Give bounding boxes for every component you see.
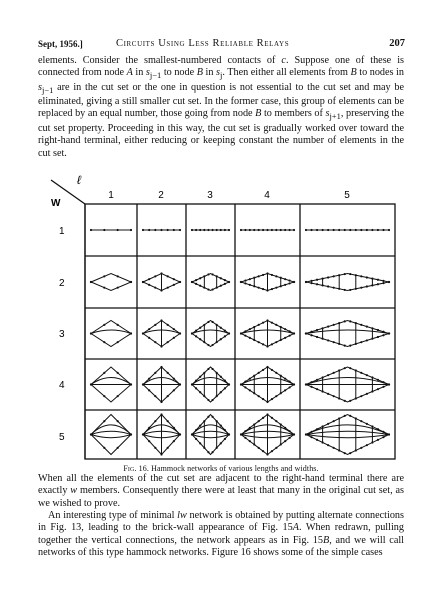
network-r3-c2 bbox=[142, 319, 181, 347]
row-label-3: 3 bbox=[59, 329, 65, 340]
hammock-networks-figure bbox=[45, 172, 397, 462]
network-r4-c1 bbox=[90, 367, 132, 402]
network-r2-c3 bbox=[191, 273, 230, 290]
length-axis-label: ℓ bbox=[77, 173, 81, 187]
network-r4-c2 bbox=[142, 366, 181, 403]
network-r3-c5 bbox=[305, 320, 390, 346]
running-header bbox=[38, 37, 405, 51]
width-axis-label: W bbox=[51, 198, 61, 209]
network-r1-c4 bbox=[240, 229, 295, 231]
col-label-3: 3 bbox=[207, 190, 213, 201]
network-r5-c1 bbox=[90, 415, 132, 455]
figure-label: Fig. 16. bbox=[123, 464, 149, 473]
col-label-5: 5 bbox=[344, 190, 350, 201]
network-r1-c3 bbox=[191, 229, 230, 231]
network-r3-c1 bbox=[90, 321, 132, 347]
network-r4-c4 bbox=[240, 366, 295, 403]
network-r4-c3 bbox=[191, 367, 230, 402]
network-r2-c4 bbox=[240, 272, 295, 291]
network-r2-c2 bbox=[142, 272, 181, 291]
col-label-4: 4 bbox=[264, 190, 270, 201]
issue-date: Sept, 1956.] bbox=[38, 39, 83, 49]
running-title: Circuits Using Less Reliable Relays bbox=[116, 38, 290, 49]
network-r2-c1 bbox=[90, 274, 132, 291]
figure-caption bbox=[38, 464, 404, 473]
col-label-1: 1 bbox=[108, 190, 114, 201]
network-r5-c5 bbox=[305, 415, 390, 455]
network-r1-c1 bbox=[90, 229, 132, 231]
figure-caption-text: Hammock networks of various lengths and widths. bbox=[151, 464, 319, 473]
network-r3-c3 bbox=[191, 321, 230, 347]
row-label-1: 1 bbox=[59, 226, 65, 237]
paragraph-hammock: When all the elements of the cut set are adjacent to the right-hand terminal there are exactly w members. Consequently there were at least that many in the original cut set, as we wished to prove. An interesting type of minimal lw network is obtained by putting alternate connections in Fig. 13, leading to the brick-wall appearance of Fig. 15A. When redrawn, pulling together the vertical connections, the network appears as in Fig. 15B, and we will call networks of this type hammock networks. Figure 16 shows some of the simple cases bbox=[38, 473, 404, 559]
network-r2-c5 bbox=[305, 273, 390, 291]
network-r5-c3 bbox=[191, 415, 230, 455]
network-r1-c5 bbox=[305, 229, 390, 231]
figure-grid bbox=[51, 180, 395, 459]
network-r1-c2 bbox=[142, 229, 181, 231]
network-r3-c4 bbox=[240, 319, 295, 347]
network-r5-c2 bbox=[142, 413, 181, 455]
network-r4-c5 bbox=[305, 367, 390, 402]
paragraph-cut-set: elements. Consider the smallest-numbered contacts of c. Suppose one of these is connected from node A in $s_{j-1}$ to node B in $s_j$. Then either all elements from B to nodes in $s_{j-1}$ are in the cut set or the one in question is not essential to the cut set and may be eliminated, giving a still smaller cut set. In the former case, this group of elements can be replaced by an equal number, those going from node B to members of $s_{j+1}$, preserving the cut set property. Proceeding in this way, the cut set is gradually worked over toward the right-hand terminal, either reducing or keeping constant the number of elements in the cut set. bbox=[38, 55, 404, 159]
network-r5-c4 bbox=[240, 413, 295, 455]
row-label-2: 2 bbox=[59, 278, 65, 289]
network-diagrams bbox=[90, 229, 390, 456]
col-label-2: 2 bbox=[158, 190, 164, 201]
page-number: 207 bbox=[389, 38, 405, 49]
row-label-4: 4 bbox=[59, 380, 65, 391]
row-label-5: 5 bbox=[59, 432, 65, 443]
